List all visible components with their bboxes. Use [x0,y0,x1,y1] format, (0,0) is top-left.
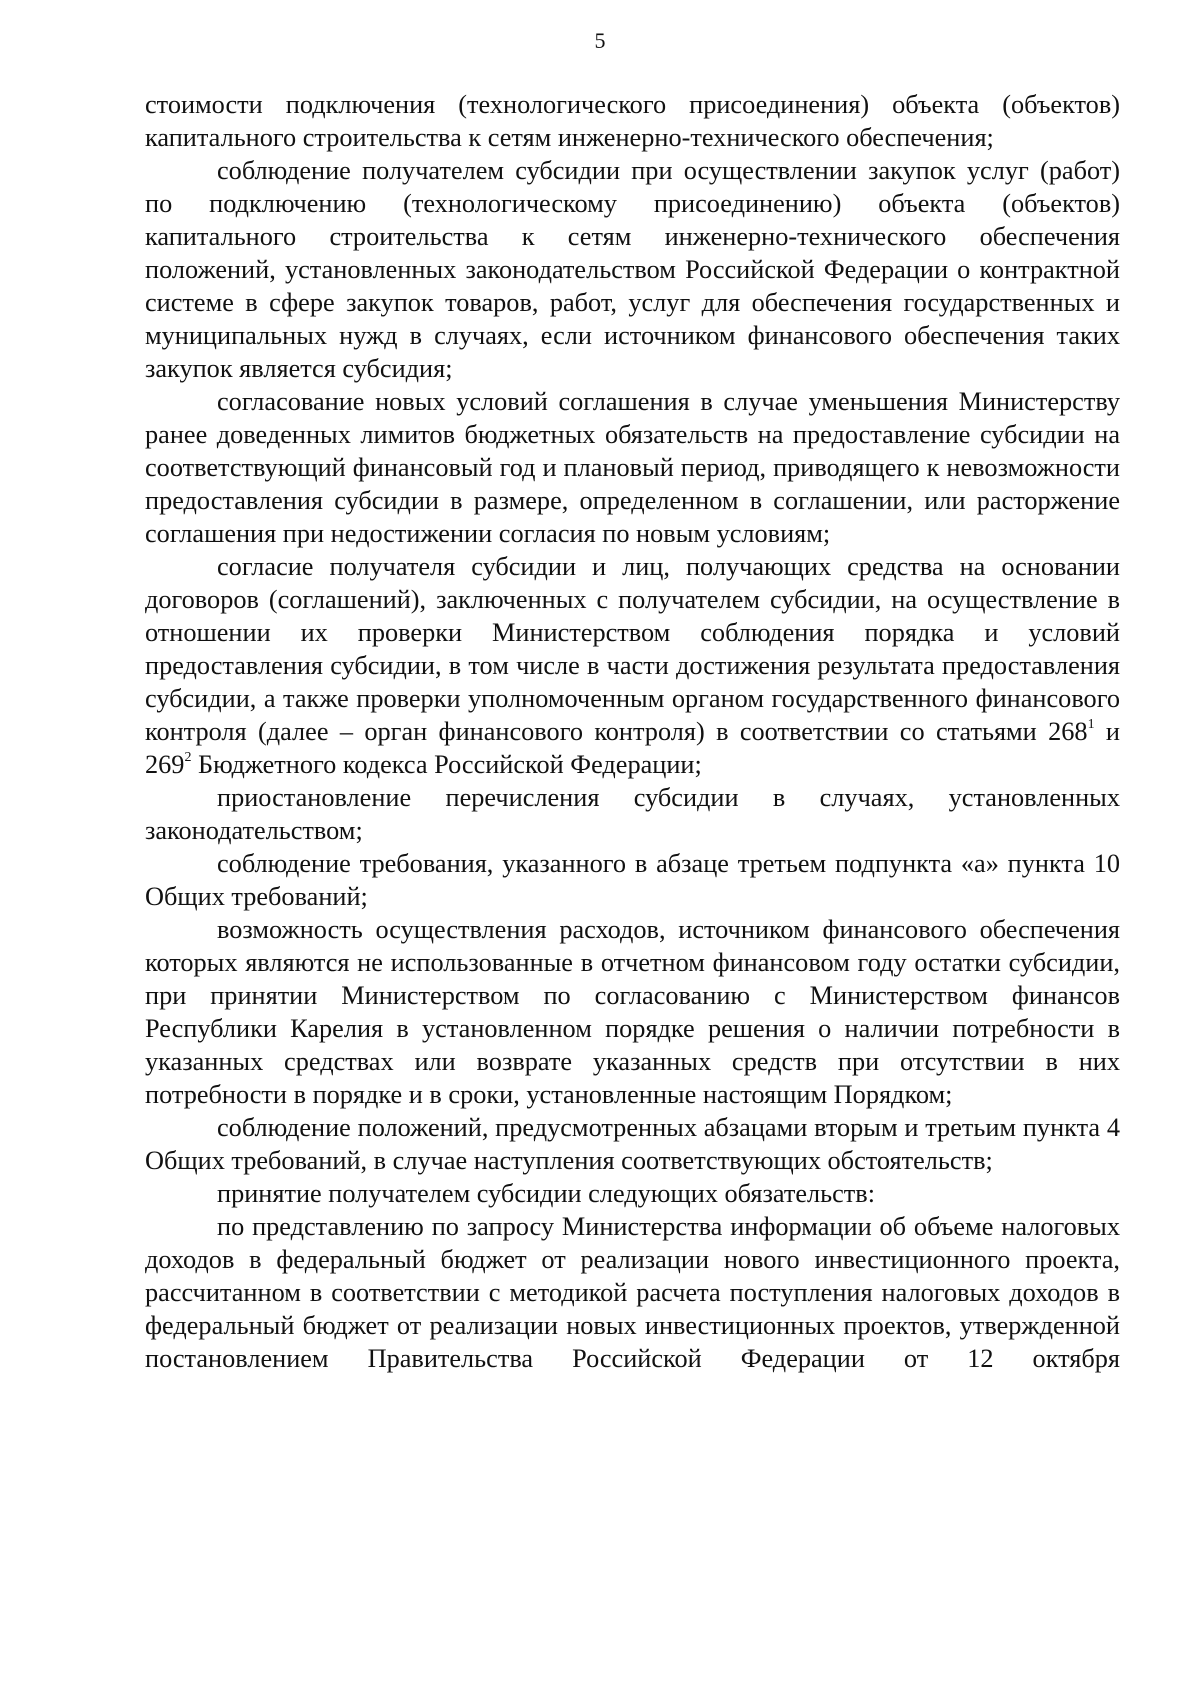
paragraph-2: соблюдение получателем субсидии при осуществлении закупок услуг (работ) по подключению (технологическому присоединению) объекта (объектов) капитального строительства к сетям инженерно-технического обеспечения положений, установленных законодательством Российской Федерации о контрактной системе в сфере закупок товаров, работ, услуг для обеспечения государственных и муниципальных нужд в случаях, если источником финансового обеспечения таких закупок является субсидия; [145,156,1120,383]
paragraph-1: стоимости подключения (технологического присоединения) объекта (объектов) капитального строительства к сетям инженерно-технического обеспечения; [145,90,1120,152]
footnote-superscript-1: 1 [1087,717,1095,732]
paragraph-5: приостановление перечисления субсидии в случаях, установленных законодательством; [145,783,1120,845]
paragraph-8: соблюдение положений, предусмотренных абзацами вторым и третьим пункта 4 Общих требований, в случае наступления соответствующих обстоятельств; [145,1113,1120,1175]
footnote-superscript-2: 2 [184,750,192,765]
paragraph-4 [145,550,1120,781]
document-body [145,88,1120,1375]
paragraph-10: по представлению по запросу Министерства информации об объеме налоговых доходов в федеральный бюджет от реализации нового инвестиционного проекта, рассчитанном в соответствии с методикой расчета поступления налоговых доходов в федеральный бюджет от реализации новых инвестиционных проектов, утвержденной постановлением Правительства Российской Федерации от 12 октября [145,1212,1120,1373]
page-number: 5 [594,28,606,53]
paragraph-4-text-b: и 269 [145,717,1120,779]
paragraph-7: возможность осуществления расходов, источником финансового обеспечения которых являются не использованные в отчетном финансовом году остатки субсидии, при принятии Министерством по согласованию с Министерством финансов Республики Карелия в установленном порядке решения о наличии потребности в указанных средствах или возврате указанных средств при отсутствии в них потребности в порядке и в сроки, установленные настоящим Порядком; [145,915,1120,1109]
paragraph-3: согласование новых условий соглашения в случае уменьшения Министерству ранее доведенных лимитов бюджетных обязательств на предоставление субсидии на соответствующий финансовый год и плановый период, приводящего к невозможности предоставления субсидии в размере, определенном в соглашении, или расторжение соглашения при недостижении согласия по новым условиям; [145,387,1120,548]
paragraph-4-text-c: Бюджетного кодекса Российской Федерации; [191,750,702,779]
paragraph-6: соблюдение требования, указанного в абзаце третьем подпункта «а» пункта 10 Общих требований; [145,849,1120,911]
paragraph-9: принятие получателем субсидии следующих обязательств: [217,1179,876,1208]
paragraph-4-text-a: согласие получателя субсидии и лиц, получающих средства на основании договоров (соглашений), заключенных с получателем субсидии, на осуществление в отношении их проверки Министерством соблюдения порядка и условий предоставления субсидии, в том числе в части достижения результата предоставления субсидии, а также проверки уполномоченным органом государственного финансового контроля (далее – орган финансового контроля) в соответствии со статьями 268 [145,552,1120,746]
